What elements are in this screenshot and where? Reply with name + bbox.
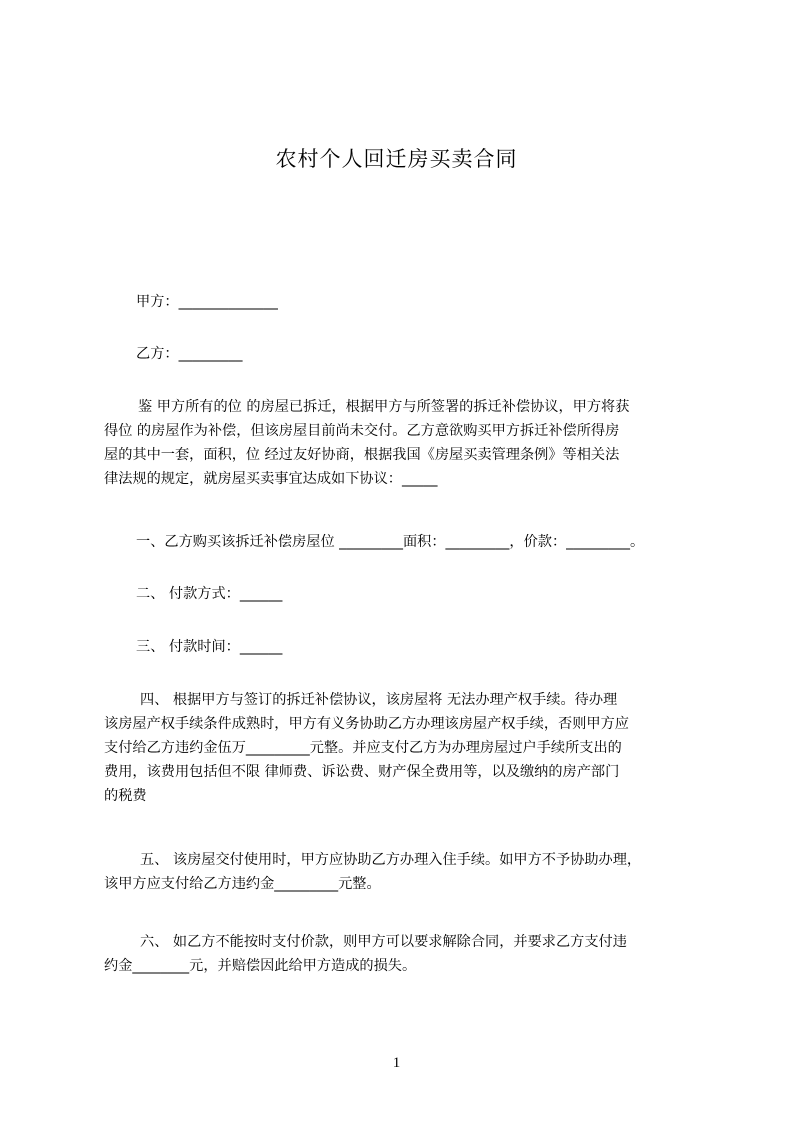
clause-4-line: 的税费 xyxy=(104,788,147,804)
clause-3: 三、 付款时间：______ xyxy=(136,639,283,655)
party-b-line: 乙方：_________ xyxy=(136,346,243,362)
preamble-paragraph xyxy=(104,395,704,491)
clause-2: 二、 付款方式：______ xyxy=(136,586,283,602)
clause-1: 一、乙方购买该拆迁补偿房屋位 _________面积：_________，价款：_________。 xyxy=(136,534,645,550)
clause-6-paragraph xyxy=(104,930,704,978)
clause-5-line: 该甲方应支付给乙方违约金_________元整。 xyxy=(104,876,381,892)
clause-6-line: 六、 如乙方不能按时支付价款，则甲方可以要求解除合同，并要求乙方支付违 xyxy=(140,934,627,950)
clause-5-line: 五、 该房屋交付使用时，甲方应协助乙方办理入住手续。如甲方不予协助办理， xyxy=(140,852,642,868)
clause-4-paragraph xyxy=(104,688,704,808)
preamble-line: 律法规的规定，就房屋买卖事宜达成如下协议：_____ xyxy=(104,471,438,487)
clause-5-paragraph xyxy=(104,848,704,896)
clause-6-line: 约金________元，并赔偿因此给甲方造成的损失。 xyxy=(104,958,417,974)
clause-4-line: 支付给乙方违约金伍万_________元整。并应支付乙方为办理房屋过户手续所支出的 xyxy=(104,740,622,756)
document-title: 农村个人回迁房买卖合同 xyxy=(275,147,518,171)
preamble-line: 得位 的房屋作为补偿，但该房屋目前尚未交付。乙方意欲购买甲方拆迁补偿所得房 xyxy=(104,423,620,439)
page-number: 1 xyxy=(392,1055,401,1071)
party-a-line: 甲方：______________ xyxy=(136,294,278,310)
preamble-line: 鉴 甲方所有的位 的房屋已拆迁，根据甲方与所签署的拆迁补偿协议，甲方将获 xyxy=(138,399,630,415)
clause-4-line: 四、 根据甲方与签订的拆迁补偿协议，该房屋将 无法办理产权手续。待办理 xyxy=(140,692,618,708)
clause-4-line: 该房屋产权手续条件成熟时，甲方有义务协助乙方办理该房屋产权手续，否则甲方应 xyxy=(104,716,629,732)
preamble-line: 屋的其中一套，面积，位 经过友好协商，根据我国《房屋买卖管理条例》等相关法 xyxy=(104,447,620,463)
clause-4-line: 费用，该费用包括但不限 律师费、诉讼费、财产保全费用等，以及缴纳的房产部门 xyxy=(104,764,620,780)
